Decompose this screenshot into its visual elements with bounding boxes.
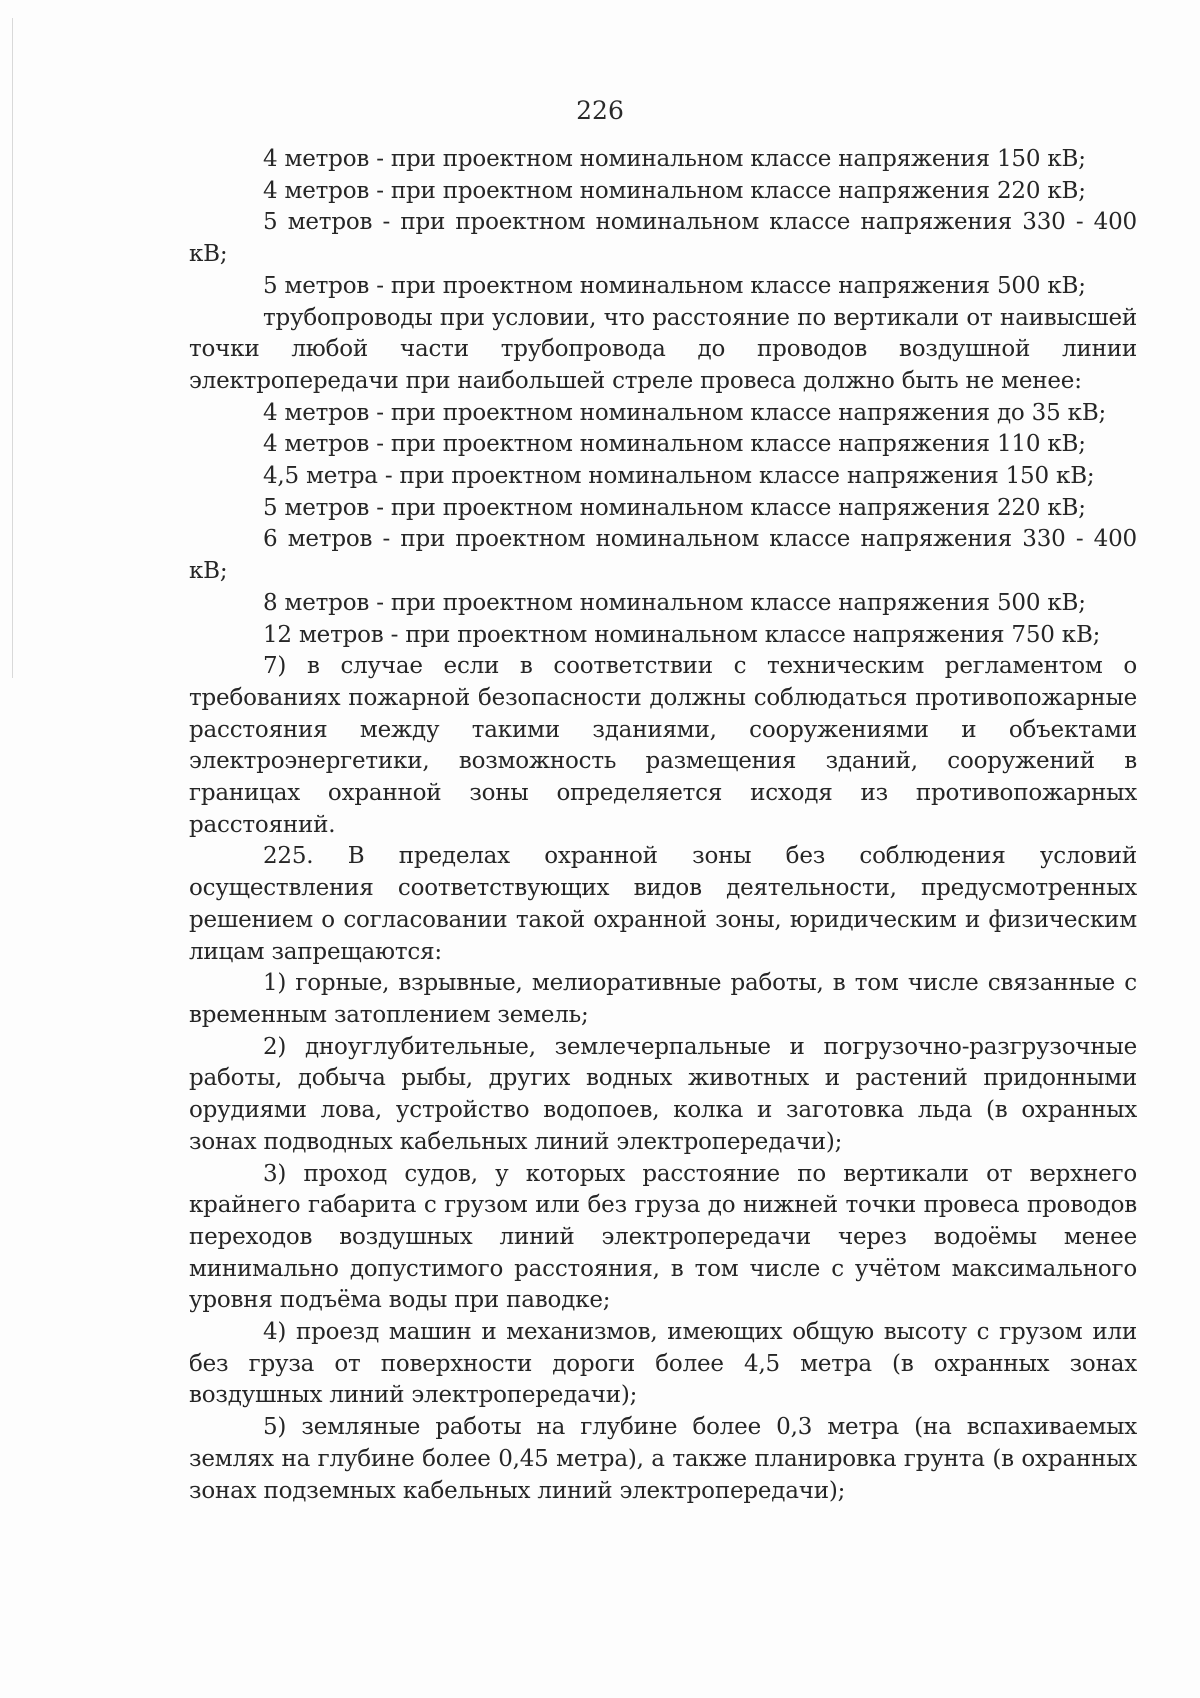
paragraph: 2) дноуглубительные, землечерпальные и погрузочно-разгрузочные работы, добыча рыбы, других водных животных и растений придонными орудиями лова, устройство водопоев, колка и заготовка льда (в охранных зонах подводных кабельных линий электропередачи); bbox=[189, 1033, 1137, 1155]
paragraph: 4 метров - при проектном номинальном классе напряжения 110 кВ; bbox=[263, 431, 1086, 458]
page-number: 226 bbox=[576, 96, 624, 125]
paragraph: 4 метров - при проектном номинальном классе напряжения 150 кВ; bbox=[263, 146, 1086, 172]
paragraph: 4) проезд машин и механизмов, имеющих общую высоту с грузом или без груза от поверхности дороги более 4,5 метра (в охранных зонах воздушных линий электропередачи); bbox=[189, 1319, 1137, 1409]
paragraph: 4 метров - при проектном номинальном классе напряжения 220 кВ; bbox=[263, 177, 1086, 204]
paragraph: 12 метров - при проектном номинальном классе напряжения 750 кВ; bbox=[263, 621, 1101, 648]
paragraph: 5) земляные работы на глубине более 0,3 метра (на вспахиваемых землях на глубине более 0,45 метра), а также планировка грунта (в охранных зонах подземных кабельных линий электропередачи); bbox=[189, 1414, 1137, 1504]
paragraph: 4,5 метра - при проектном номинальном классе напряжения 150 кВ; bbox=[263, 463, 1095, 490]
paragraph: 1) горные, взрывные, мелиоративные работы, в том числе связанные с временным затоплением земель; bbox=[189, 970, 1137, 1028]
paragraph: 6 метров - при проектном номинальном классе напряжения 330 - 400 кВ; bbox=[189, 526, 1137, 585]
paragraph: 3) проход судов, у которых расстояние по вертикали от верхнего крайнего габарита с грузом или без груза до нижней точки провеса проводов переходов воздушных линий электропередачи через водоёмы менее минимально допустимого расстояния, в том числе с учётом максимального уровня подъёма воды при паводке; bbox=[189, 1160, 1137, 1314]
paragraph: 8 метров - при проектном номинальном классе напряжения 500 кВ; bbox=[263, 589, 1086, 616]
paragraph: 4 метров - при проектном номинальном классе напряжения до 35 кВ; bbox=[263, 399, 1107, 426]
document-body bbox=[189, 144, 1137, 1507]
paragraph: 7) в случае если в соответствии с техническим регламентом о требованиях пожарной безопасности должны соблюдаться противопожарные расстояния между такими зданиями, сооружениями и объектами электроэнергетики, возможность размещения зданий, сооружений в границах охранной зоны определяется исходя из противопожарных расстояний. bbox=[189, 653, 1137, 838]
paragraph: 5 метров - при проектном номинальном классе напряжения 330 - 400 кВ; bbox=[189, 209, 1137, 268]
paragraph: трубопроводы при условии, что расстояние по вертикали от наивысшей точки любой части трубопровода до проводов воздушной линии электропередачи при наибольшей стреле провеса должно быть не менее: bbox=[189, 304, 1137, 394]
paragraph: 225. В пределах охранной зоны без соблюдения условий осуществления соответствующих видов деятельности, предусмотренных решением о согласовании такой охранной зоны, юридическим и физическим лицам запрещаются: bbox=[189, 843, 1137, 965]
paragraph: 5 метров - при проектном номинальном классе напряжения 500 кВ; bbox=[263, 272, 1086, 299]
paragraph: 5 метров - при проектном номинальном классе напряжения 220 кВ; bbox=[263, 494, 1086, 521]
